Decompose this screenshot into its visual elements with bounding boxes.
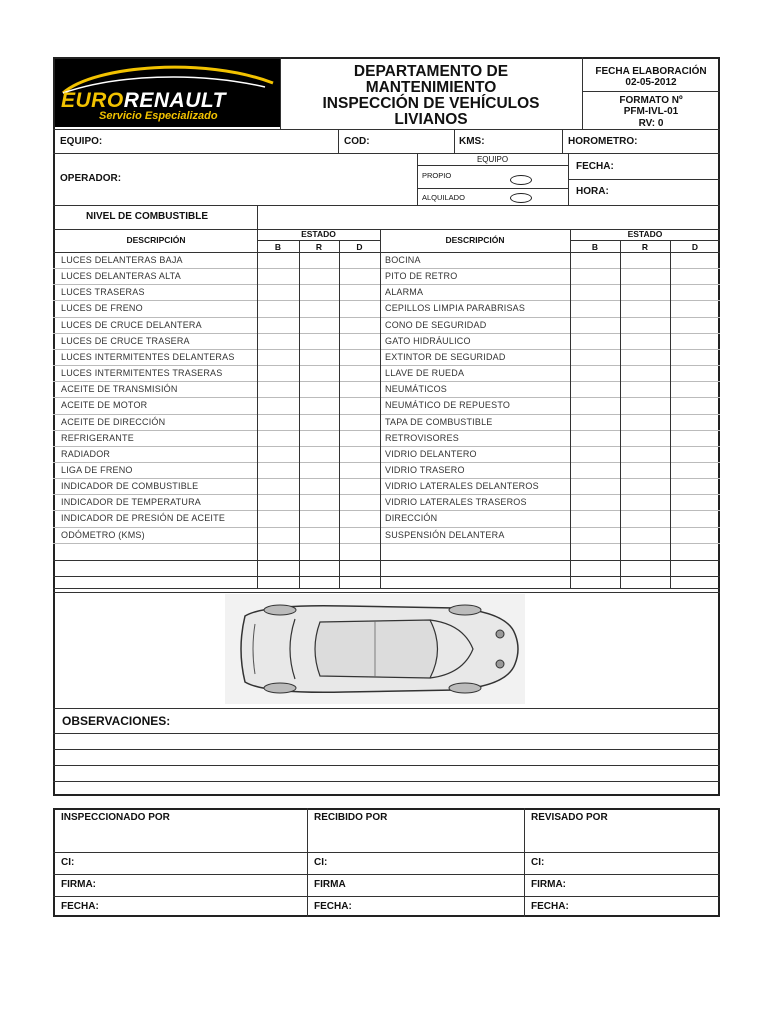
- right-item: PITO DE RETRO: [385, 271, 458, 282]
- left-item: ACEITE DE MOTOR: [61, 400, 148, 411]
- recibido-firma: FIRMA: [314, 879, 346, 890]
- signatures-box: [53, 808, 720, 917]
- title-line-4: LIVIANOS: [394, 111, 468, 128]
- right-item: RETROVISORES: [385, 432, 459, 443]
- left-item: INDICADOR DE PRESIÓN DE ACEITE: [61, 513, 226, 524]
- right-item: CEPILLOS LIMPIA PARABRISAS: [385, 303, 526, 314]
- left-item: REFRIGERANTE: [61, 432, 134, 443]
- right-item: VIDRIO TRASERO: [385, 464, 465, 475]
- right-item: GATO HIDRÁULICO: [385, 335, 471, 346]
- revision: RV: 0: [638, 118, 664, 129]
- estado-header-left: ESTADO: [301, 229, 336, 239]
- right-item: VIDRIO DELANTERO: [385, 448, 477, 459]
- left-item: INDICADOR DE TEMPERATURA: [61, 497, 201, 508]
- propio-option[interactable]: [510, 175, 532, 185]
- title-line-2: MANTENIMIENTO: [365, 79, 497, 96]
- revisado-firma: FIRMA:: [531, 879, 566, 890]
- nivel-combustible-label: NIVEL DE COMBUSTIBLE: [86, 211, 209, 222]
- title-line-1: DEPARTAMENTO DE: [353, 63, 509, 80]
- left-item: LUCES DELANTERAS BAJA: [61, 255, 183, 265]
- right-item: SUSPENSIÓN DELANTERA: [385, 529, 505, 540]
- desc-header-right: DESCRIPCIÓN: [445, 235, 505, 245]
- left-item: LUCES DE CRUCE TRASERA: [61, 335, 190, 346]
- revisado-ci: CI:: [531, 857, 545, 868]
- right-item: DIRECCIÓN: [385, 513, 438, 524]
- estado-d-left: D: [356, 242, 363, 252]
- observaciones-label: OBSERVACIONES:: [62, 714, 171, 728]
- operador-label: OPERADOR:: [60, 173, 122, 184]
- left-item: INDICADOR DE COMBUSTIBLE: [61, 481, 199, 492]
- logo-euro: EURO: [61, 89, 124, 112]
- alquilado-label: ALQUILADO: [422, 193, 465, 202]
- logo-tagline: Servicio Especializado: [99, 110, 218, 122]
- equipo-label: EQUIPO:: [60, 136, 103, 147]
- left-item: ACEITE DE DIRECCIÓN: [61, 416, 166, 427]
- right-item: LLAVE DE RUEDA: [385, 368, 465, 379]
- left-item: LUCES TRASERAS: [61, 287, 145, 298]
- recibido-ci: CI:: [314, 857, 328, 868]
- left-item: LUCES DELANTERAS ALTA: [61, 271, 181, 282]
- left-item: ODÓMETRO (KMS): [61, 529, 145, 540]
- inspeccionado-firma: FIRMA:: [61, 879, 96, 890]
- left-item: LUCES INTERMITENTES TRASERAS: [61, 368, 223, 379]
- inspeccionado-por-label: INSPECCIONADO POR: [61, 812, 170, 823]
- right-item: NEUMÁTICO DE REPUESTO: [385, 400, 511, 411]
- alquilado-option[interactable]: [510, 193, 532, 203]
- right-item: ALARMA: [385, 287, 424, 298]
- estado-d-right: D: [691, 242, 699, 252]
- fecha-label: FECHA:: [576, 161, 614, 172]
- estado-header-right: ESTADO: [627, 229, 663, 239]
- formato-value: PFM-IVL-01: [623, 106, 679, 117]
- left-item: LIGA DE FRENO: [61, 464, 133, 475]
- left-item: RADIADOR: [61, 448, 111, 459]
- left-item: LUCES INTERMITENTES DELANTERAS: [61, 351, 235, 362]
- right-item: TAPA DE COMBUSTIBLE: [385, 416, 493, 427]
- cod-label: COD:: [344, 136, 370, 147]
- left-item: LUCES DE FRENO: [61, 303, 143, 314]
- equipo-box-label: EQUIPO: [476, 155, 509, 164]
- logo: [55, 59, 280, 127]
- estado-b-left: B: [274, 242, 282, 252]
- kms-label: KMS:: [459, 136, 485, 147]
- title-line-3: INSPECCIÓN DE VEHÍCULOS: [322, 95, 540, 112]
- right-item: BOCINA: [385, 255, 421, 265]
- left-item: LUCES DE CRUCE DELANTERA: [61, 319, 202, 330]
- right-item: VIDRIO LATERALES TRASEROS: [385, 497, 527, 508]
- estado-b-right: B: [591, 242, 599, 252]
- car-diagram-icon: [225, 594, 525, 704]
- right-item: EXTINTOR DE SEGURIDAD: [385, 351, 506, 362]
- fecha-elaboracion-value: 02-05-2012: [625, 77, 677, 88]
- recibido-fecha: FECHA:: [314, 901, 352, 912]
- fecha-elaboracion-label: FECHA ELABORACIÓN: [595, 66, 707, 77]
- right-item: VIDRIO LATERALES DELANTEROS: [385, 481, 539, 492]
- revisado-por-label: REVISADO POR: [531, 812, 608, 823]
- recibido-por-label: RECIBIDO POR: [314, 812, 388, 823]
- logo-renault: RENAULT: [123, 89, 226, 112]
- left-item: ACEITE DE TRANSMISIÓN: [61, 384, 178, 395]
- horometro-label: HOROMETRO:: [568, 136, 638, 147]
- desc-header-left: DESCRIPCIÓN: [126, 235, 186, 245]
- propio-label: PROPIO: [422, 171, 452, 180]
- estado-r-left: R: [315, 242, 323, 252]
- estado-r-right: R: [641, 242, 649, 252]
- inspeccionado-fecha: FECHA:: [61, 901, 99, 912]
- inspeccionado-ci: CI:: [61, 857, 75, 868]
- right-item: NEUMÁTICOS: [385, 384, 448, 395]
- formato-label: FORMATO Nº: [619, 95, 683, 106]
- revisado-fecha: FECHA:: [531, 901, 569, 912]
- right-item: CONO DE SEGURIDAD: [385, 319, 487, 330]
- hora-label: HORA:: [576, 186, 609, 197]
